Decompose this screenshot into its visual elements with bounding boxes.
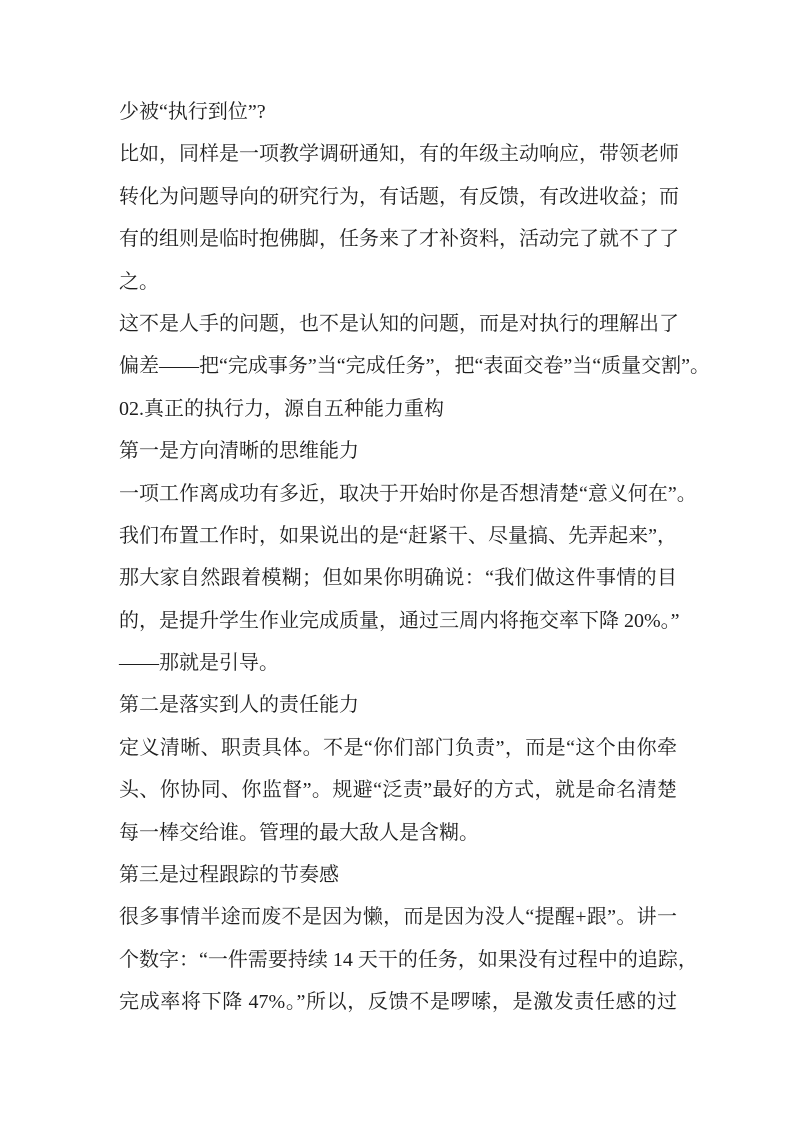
- body-line: 定义清晰、职责具体。不是“你们部门负责”，而是“这个由你牵: [119, 736, 677, 759]
- body-line: 转化为问题导向的研究行为，有话题，有反馈，有改进收益；而: [119, 185, 679, 208]
- body-line: 有的组则是临时抱佛脚，任务来了才补资料，活动完了就不了了: [119, 228, 679, 251]
- body-line: 比如，同样是一项教学调研通知，有的年级主动响应，带领老师: [119, 143, 679, 166]
- body-line: 我们布置工作时，如果说出的是“赶紧干、尽量搞、先弄起来”，: [119, 524, 677, 547]
- subsection-title: 第三是过程跟踪的节奏感: [119, 864, 339, 887]
- body-line: 这不是人手的问题，也不是认知的问题，而是对执行的理解出了: [119, 312, 679, 335]
- subsection-title: 第一是方向清晰的思维能力: [119, 440, 359, 463]
- body-line: ——那就是引导。: [119, 652, 279, 675]
- body-line: 一项工作离成功有多近，取决于开始时你是否想清楚“意义何在”。: [119, 482, 697, 505]
- subsection-title: 第二是落实到人的责任能力: [119, 694, 359, 717]
- body-line: 少被“执行到位”?: [119, 101, 266, 123]
- body-line: 每一棒交给谁。管理的最大敌人是含糊。: [119, 821, 479, 844]
- body-line: 之。: [119, 270, 159, 293]
- text-block: [119, 91, 711, 1024]
- body-line: 完成率将下降 47%。”所以，反馈不是啰嗦，是激发责任感的过: [119, 991, 677, 1014]
- section-title: 02.真正的执行力，源自五种能力重构: [119, 397, 444, 420]
- body-line: 头、你协同、你监督”。规避“泛责”最好的方式，就是命名清楚: [119, 779, 677, 802]
- body-line: 很多事情半途而废不是因为懒，而是因为没人“提醒+跟”。讲一: [119, 906, 677, 929]
- body-line: 那大家自然跟着模糊；但如果你明确说：“我们做这件事情的目: [119, 567, 677, 590]
- body-line: 的，是提升学生作业完成质量，通过三周内将拖交率下降 20%。”: [119, 609, 680, 632]
- body-line: 个数字：“一件需要持续 14 天干的任务，如果没有过程中的追踪，: [119, 948, 698, 971]
- body-line: 偏差——把“完成事务”当“完成任务”，把“表面交卷”当“质量交割”。: [119, 355, 711, 378]
